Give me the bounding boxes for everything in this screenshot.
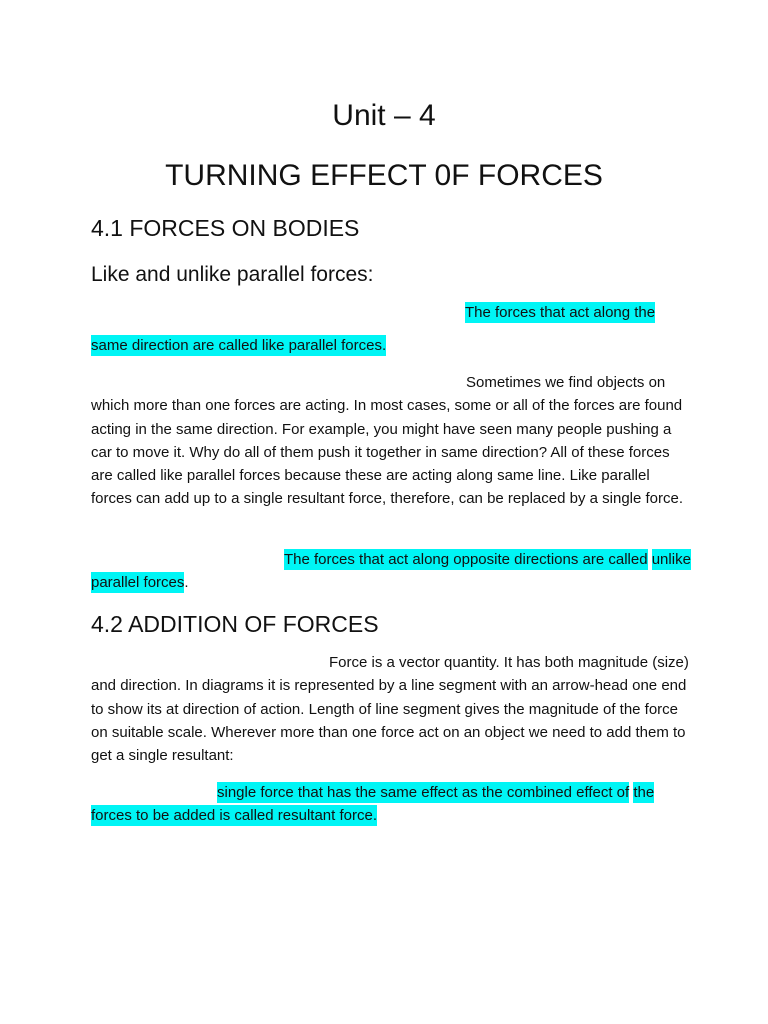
unlike-forces-definition: The forces that act along opposite directions are called unlike parallel forces. [91,551,691,592]
like-forces-definition-line2: same direction are called like parallel forces. [91,337,387,354]
unit-title: Unit – 4 [332,99,436,132]
subheading-parallel-forces: Like and unlike parallel forces: [91,263,374,286]
section-heading-forces-on-bodies: 4.1 FORCES ON BODIES [91,215,360,241]
paragraph-vector-rest: (size) and direction. In diagrams it is represented by a line segment with an arrow-head one end to show its at direction of action. Length of line segment gives the magnitude of the force on suitable scale. Wherever more than one force act on an object we need to add them to get a single resultant: [91,654,689,765]
paragraph-like-forces-rest: than one forces are acting. In most cases, some or all of the forces are found acting in the same direction. For example, you might have seen many people pushing a car to move it. Why do all of them push it together in same direction? All of these forces are called like parallel forces because these are acting along same line. Like parallel forces can add up to a single resultant force, therefore, can be replaced by a single force. [91,397,684,508]
paragraph-like-forces-first: Sometimes we find objects on which more [91,374,666,415]
resultant-force-definition: single force that has the same effect as the combined effect of the forces to be added is called resultant force. [91,784,655,825]
paragraph-vector-first: Force is a vector quantity. It has both magnitude [329,654,649,671]
chapter-title: TURNING EFFECT 0F FORCES [165,159,603,192]
paragraph-vector-quantity [91,651,691,767]
paragraph-like-forces [91,371,691,511]
section-heading-addition-of-forces: 4.2 ADDITION OF FORCES [91,611,379,637]
like-forces-definition-line1: The forces that act along the [465,304,656,321]
